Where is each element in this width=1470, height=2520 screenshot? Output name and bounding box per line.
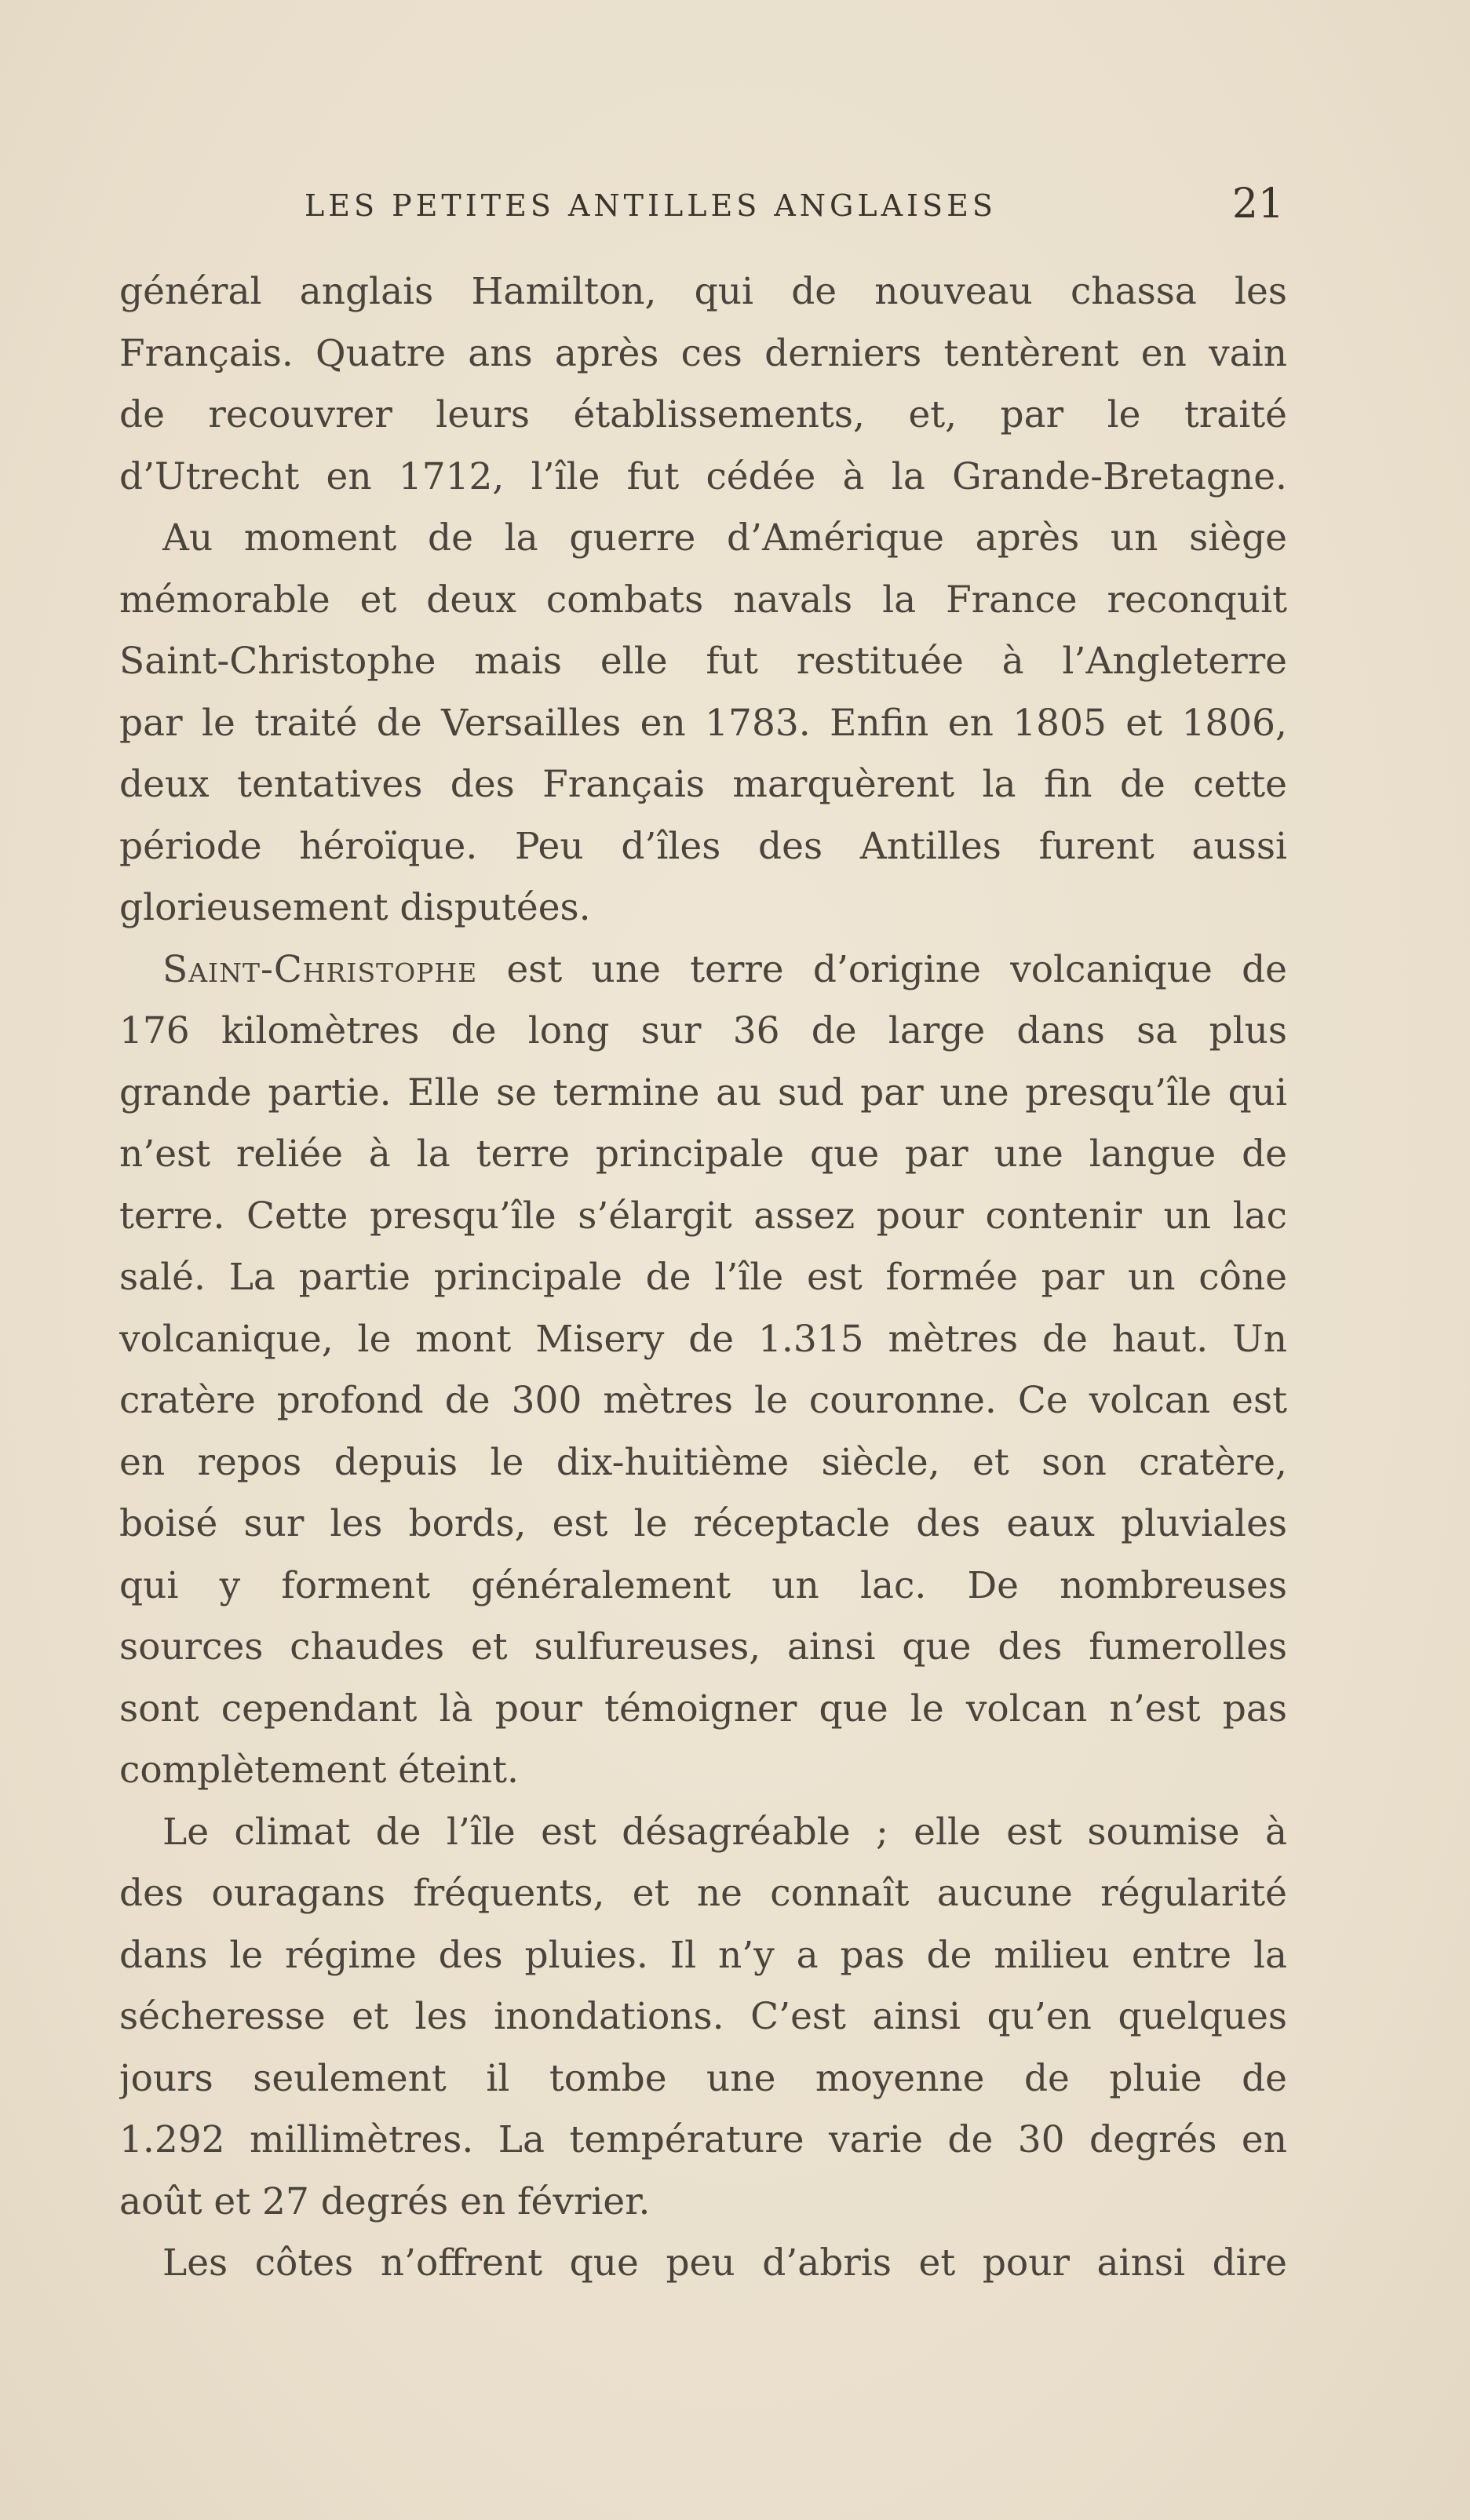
- text-line: n’est reliée à la terre principale que par une langue de: [119, 1132, 1287, 1176]
- text-line: 1.292 millimètres. La température varie de 30 degrés en: [119, 2118, 1287, 2161]
- text-line: dans le régime des pluies. Il n’y a pas de milieu entre la: [119, 1933, 1287, 1977]
- text-line: 176 kilomètres de long sur 36 de large dans sa plus: [119, 1009, 1287, 1052]
- text-line: Les côtes n’offrent que peu d’abris et pour ainsi dire: [162, 2241, 1287, 2285]
- text-line: août et 27 degrés en février.: [119, 2179, 651, 2223]
- text-line: terre. Cette presqu’île s’élargit assez pour contenir un lac: [119, 1194, 1287, 1238]
- text-line: salé. La partie principale de l’île est formée par un cône: [119, 1256, 1287, 1299]
- text-line: glorieusement disputées.: [119, 886, 591, 929]
- running-title: LES PETITES ANTILLES ANGLAISES: [305, 188, 997, 223]
- text-line: sécheresse et les inondations. C’est ainsi qu’en quelques: [119, 1995, 1287, 2038]
- text-line: général anglais Hamilton, qui de nouveau chassa les: [119, 270, 1287, 313]
- text-line: Le climat de l’île est désagréable ; elle est soumise à: [162, 1810, 1287, 1854]
- lead-in: Saint-Christophe: [162, 947, 478, 991]
- text-line: cratère profond de 300 mètres le couronne. Ce volcan est: [119, 1379, 1287, 1422]
- text-line: complètement éteint.: [119, 1749, 519, 1792]
- text-line-rest: est une terre d’origine volcanique de: [506, 947, 1287, 991]
- text-line: Au moment de la guerre d’Amérique après un siège: [162, 516, 1287, 560]
- text-line: jours seulement il tombe une moyenne de pluie de: [119, 2056, 1287, 2100]
- text-line: de recouvrer leurs établissements, et, par le traité: [119, 393, 1287, 436]
- text-line: volcanique, le mont Misery de 1.315 mètres de haut. Un: [119, 1317, 1287, 1361]
- text-line: deux tentatives des Français marquèrent la fin de cette: [119, 763, 1287, 806]
- text-line: boisé sur les bords, est le réceptacle des eaux pluviales: [119, 1502, 1287, 1545]
- text-line: période héroïque. Peu d’îles des Antilles furent aussi: [119, 824, 1287, 868]
- text-line: en repos depuis le dix-huitième siècle, et son cratère,: [119, 1440, 1287, 1484]
- text-line: grande partie. Elle se termine au sud par une presqu’île qui: [119, 1070, 1287, 1114]
- text-line: qui y forment généralement un lac. De nombreuses: [119, 1563, 1287, 1607]
- text-line: d’Utrecht en 1712, l’île fut cédée à la Grande-Bretagne.: [119, 454, 1287, 498]
- text-line: Français. Quatre ans après ces derniers tentèrent en vain: [119, 331, 1287, 375]
- text-line: par le traité de Versailles en 1783. Enfin en 1805 et 1806,: [119, 701, 1287, 745]
- page-number: 21: [1231, 181, 1284, 228]
- page-header: [118, 174, 1287, 229]
- text-line: sources chaudes et sulfureuses, ainsi que des fumerolles: [119, 1625, 1287, 1668]
- text-line-with-lead-in: [119, 939, 1287, 1001]
- text-line: des ouragans fréquents, et ne connaît aucune régularité: [119, 1872, 1287, 1915]
- body-text: [119, 261, 1287, 2295]
- text-line: sont cependant là pour témoigner que le volcan n’est pas: [119, 1687, 1287, 1730]
- text-line: Saint-Christophe mais elle fut restituée à l’Angleterre: [119, 640, 1287, 683]
- text-line: mémorable et deux combats navals la France reconquit: [119, 578, 1287, 622]
